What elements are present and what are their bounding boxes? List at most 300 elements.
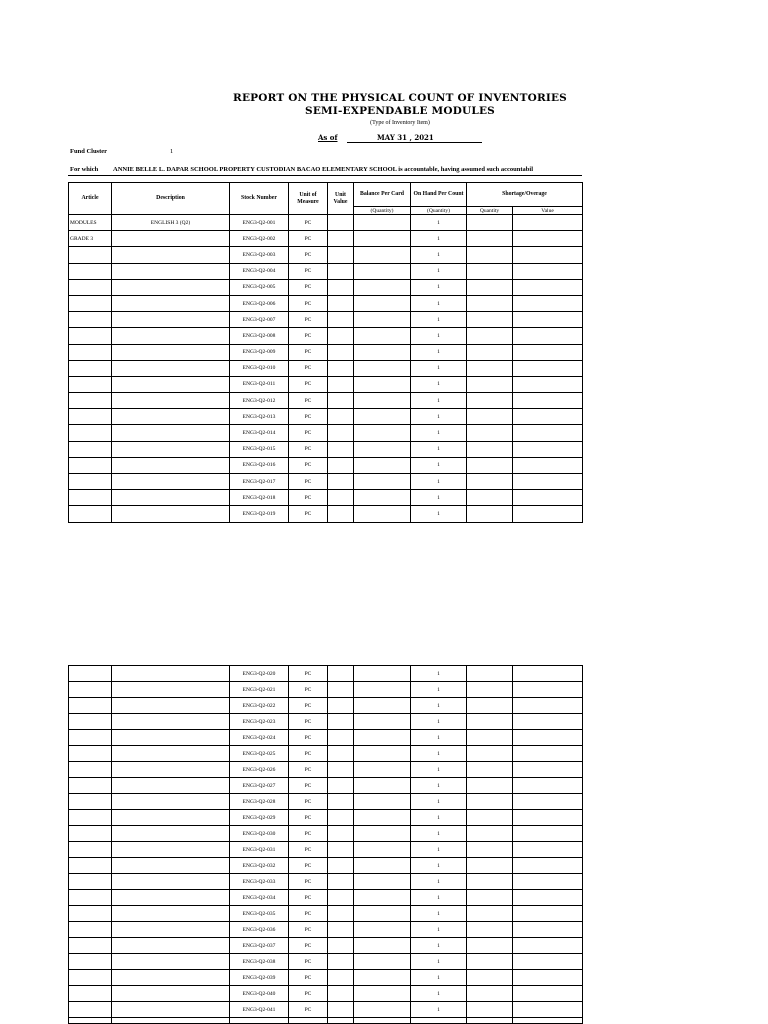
cell-balance-per-card (354, 666, 411, 682)
cell-shortage-value (513, 874, 583, 890)
cell-stock-number: ENG3-Q2-015 (230, 441, 289, 457)
cell-on-hand-per-count: 1 (411, 312, 467, 328)
col-unit-of-measure: Unit of Measure (289, 183, 328, 215)
cell-description (112, 714, 230, 730)
cell-unit-of-measure: PC (289, 490, 328, 506)
cell-shortage-value (513, 986, 583, 1002)
cell-balance-per-card (354, 778, 411, 794)
cell-unit-value (328, 1002, 354, 1018)
cell-shortage-quantity (467, 312, 513, 328)
balance-quantity-note: (Quantity) (354, 207, 411, 215)
cell-balance-per-card (354, 393, 411, 409)
cell-unit-value (328, 730, 354, 746)
cell-article (69, 970, 112, 986)
cell-article (69, 393, 112, 409)
cell-shortage-quantity (467, 247, 513, 263)
cell-article (69, 746, 112, 762)
cell-description (112, 842, 230, 858)
cell-unit-value (328, 215, 354, 231)
cell-on-hand-per-count: 1 (411, 682, 467, 698)
cell-shortage-value (513, 474, 583, 490)
cell-description (112, 778, 230, 794)
cell-unit-of-measure: PC (289, 794, 328, 810)
inventory-table-page2 (68, 665, 583, 1024)
cell-unit-value (328, 360, 354, 376)
table-row (69, 506, 583, 522)
cell-shortage-value (513, 247, 583, 263)
table-row (69, 328, 583, 344)
cell-balance-per-card (354, 874, 411, 890)
cell-shortage-value (513, 954, 583, 970)
cell-stock-number: ENG3-Q2-007 (230, 312, 289, 328)
table-row (69, 762, 583, 778)
col-value: Value (513, 207, 583, 215)
cell-empty (467, 1018, 513, 1024)
cell-balance-per-card (354, 295, 411, 311)
cell-on-hand-per-count: 1 (411, 874, 467, 890)
cell-article (69, 344, 112, 360)
cell-balance-per-card (354, 215, 411, 231)
cell-description (112, 826, 230, 842)
cell-stock-number: ENG3-Q2-034 (230, 890, 289, 906)
cell-description (112, 295, 230, 311)
cell-article (69, 666, 112, 682)
as-of-date (347, 133, 482, 143)
cell-stock-number: ENG3-Q2-014 (230, 425, 289, 441)
table-row (69, 714, 583, 730)
cell-article (69, 714, 112, 730)
cell-unit-of-measure: PC (289, 360, 328, 376)
cell-description (112, 376, 230, 392)
cell-unit-of-measure: PC (289, 874, 328, 890)
cell-description (112, 312, 230, 328)
table-row (69, 730, 583, 746)
cell-unit-value (328, 842, 354, 858)
cell-unit-of-measure: PC (289, 826, 328, 842)
cell-on-hand-per-count: 1 (411, 906, 467, 922)
cell-balance-per-card (354, 906, 411, 922)
cell-shortage-value (513, 457, 583, 473)
cell-balance-per-card (354, 858, 411, 874)
cell-stock-number: ENG3-Q2-018 (230, 490, 289, 506)
cell-balance-per-card (354, 263, 411, 279)
cell-description (112, 682, 230, 698)
cell-description (112, 890, 230, 906)
cell-stock-number: ENG3-Q2-019 (230, 506, 289, 522)
cell-unit-value (328, 490, 354, 506)
cell-shortage-quantity (467, 698, 513, 714)
cell-shortage-value (513, 842, 583, 858)
cell-article (69, 794, 112, 810)
cell-balance-per-card (354, 922, 411, 938)
cell-article (69, 1002, 112, 1018)
cell-description (112, 490, 230, 506)
cell-stock-number: ENG3-Q2-039 (230, 970, 289, 986)
cell-unit-of-measure: PC (289, 1002, 328, 1018)
cell-shortage-quantity (467, 762, 513, 778)
table-row (69, 842, 583, 858)
cell-empty (328, 1018, 354, 1024)
col-unit-value: Unit Value (328, 183, 354, 215)
cell-shortage-quantity (467, 874, 513, 890)
cell-unit-value (328, 425, 354, 441)
cell-unit-value (328, 328, 354, 344)
cell-balance-per-card (354, 231, 411, 247)
cell-on-hand-per-count: 1 (411, 698, 467, 714)
for-which-underline (68, 175, 582, 176)
cell-unit-value (328, 986, 354, 1002)
cell-description (112, 746, 230, 762)
cell-unit-value (328, 506, 354, 522)
cell-shortage-value (513, 441, 583, 457)
cell-shortage-value (513, 215, 583, 231)
cell-on-hand-per-count: 1 (411, 810, 467, 826)
cell-empty (411, 1018, 467, 1024)
cell-shortage-quantity (467, 682, 513, 698)
cell-shortage-value (513, 295, 583, 311)
cell-shortage-value (513, 376, 583, 392)
cell-on-hand-per-count: 1 (411, 506, 467, 522)
cell-article (69, 986, 112, 1002)
cell-unit-value (328, 698, 354, 714)
cell-unit-of-measure: PC (289, 682, 328, 698)
table-row (69, 409, 583, 425)
cell-balance-per-card (354, 360, 411, 376)
cell-shortage-quantity (467, 746, 513, 762)
table-row (69, 263, 583, 279)
cell-shortage-value (513, 409, 583, 425)
table-row (69, 874, 583, 890)
cell-shortage-value (513, 746, 583, 762)
cell-article (69, 842, 112, 858)
cell-description (112, 393, 230, 409)
cell-unit-of-measure: PC (289, 890, 328, 906)
cell-on-hand-per-count: 1 (411, 328, 467, 344)
cell-stock-number: ENG3-Q2-011 (230, 376, 289, 392)
cell-unit-value (328, 970, 354, 986)
cell-unit-of-measure: PC (289, 762, 328, 778)
table-row (69, 890, 583, 906)
cell-description (112, 666, 230, 682)
cell-balance-per-card (354, 490, 411, 506)
cell-unit-of-measure: PC (289, 393, 328, 409)
cell-stock-number: ENG3-Q2-027 (230, 778, 289, 794)
cell-on-hand-per-count: 1 (411, 215, 467, 231)
cell-article (69, 954, 112, 970)
cell-balance-per-card (354, 954, 411, 970)
table-row (69, 360, 583, 376)
table-row (69, 906, 583, 922)
table-row (69, 215, 583, 231)
cell-stock-number: ENG3-Q2-002 (230, 231, 289, 247)
cell-article (69, 247, 112, 263)
cell-stock-number: ENG3-Q2-025 (230, 746, 289, 762)
cell-unit-value (328, 279, 354, 295)
cell-article (69, 906, 112, 922)
cell-unit-value (328, 906, 354, 922)
cell-article (69, 922, 112, 938)
cell-stock-number: ENG3-Q2-005 (230, 279, 289, 295)
cell-balance-per-card (354, 425, 411, 441)
cell-shortage-value (513, 794, 583, 810)
table-row (69, 393, 583, 409)
cell-on-hand-per-count: 1 (411, 890, 467, 906)
cell-shortage-value (513, 938, 583, 954)
cell-balance-per-card (354, 1002, 411, 1018)
cell-on-hand-per-count: 1 (411, 1002, 467, 1018)
table-row (69, 810, 583, 826)
cell-unit-value (328, 746, 354, 762)
cell-description (112, 425, 230, 441)
as-of-date-value: MAY 31 , 2021 (377, 133, 434, 142)
cell-article (69, 826, 112, 842)
cell-on-hand-per-count: 1 (411, 474, 467, 490)
cell-description (112, 231, 230, 247)
cell-balance-per-card (354, 312, 411, 328)
as-of-label: As of (318, 133, 338, 142)
cell-description (112, 1002, 230, 1018)
table-row (69, 682, 583, 698)
cell-article (69, 441, 112, 457)
cell-on-hand-per-count: 1 (411, 279, 467, 295)
cell-description (112, 344, 230, 360)
cell-shortage-quantity (467, 890, 513, 906)
cell-unit-value (328, 890, 354, 906)
cell-stock-number: ENG3-Q2-041 (230, 1002, 289, 1018)
cell-description (112, 730, 230, 746)
cell-shortage-value (513, 344, 583, 360)
cell-description (112, 474, 230, 490)
cell-balance-per-card (354, 698, 411, 714)
cell-on-hand-per-count: 1 (411, 393, 467, 409)
table-row (69, 970, 583, 986)
cell-unit-value (328, 874, 354, 890)
cell-shortage-quantity (467, 922, 513, 938)
cell-on-hand-per-count: 1 (411, 922, 467, 938)
cell-description (112, 970, 230, 986)
cell-shortage-quantity (467, 794, 513, 810)
cell-shortage-value (513, 328, 583, 344)
cell-unit-value (328, 247, 354, 263)
cell-article (69, 360, 112, 376)
cell-shortage-quantity (467, 376, 513, 392)
cell-description (112, 922, 230, 938)
cell-shortage-value (513, 360, 583, 376)
cell-shortage-value (513, 762, 583, 778)
cell-balance-per-card (354, 376, 411, 392)
cell-article (69, 295, 112, 311)
cell-shortage-value (513, 698, 583, 714)
cell-on-hand-per-count: 1 (411, 247, 467, 263)
cell-article (69, 682, 112, 698)
cell-shortage-quantity (467, 393, 513, 409)
cell-stock-number: ENG3-Q2-028 (230, 794, 289, 810)
table-row (69, 698, 583, 714)
cell-unit-of-measure: PC (289, 295, 328, 311)
cell-description (112, 954, 230, 970)
cell-shortage-quantity (467, 425, 513, 441)
cell-empty (112, 1018, 230, 1024)
cell-shortage-quantity (467, 344, 513, 360)
cell-shortage-value (513, 906, 583, 922)
cell-on-hand-per-count: 1 (411, 714, 467, 730)
cell-shortage-quantity (467, 842, 513, 858)
cell-stock-number: ENG3-Q2-040 (230, 986, 289, 1002)
cell-unit-of-measure: PC (289, 247, 328, 263)
cell-description (112, 506, 230, 522)
cell-shortage-value (513, 778, 583, 794)
cell-article (69, 425, 112, 441)
cell-unit-of-measure: PC (289, 906, 328, 922)
cell-stock-number: ENG3-Q2-016 (230, 457, 289, 473)
cell-stock-number: ENG3-Q2-012 (230, 393, 289, 409)
cell-shortage-quantity (467, 1002, 513, 1018)
col-stock-number: Stock Number (230, 183, 289, 215)
cell-unit-of-measure: PC (289, 312, 328, 328)
cell-on-hand-per-count: 1 (411, 762, 467, 778)
cell-unit-value (328, 922, 354, 938)
cell-shortage-value (513, 922, 583, 938)
cell-balance-per-card (354, 826, 411, 842)
cell-stock-number: ENG3-Q2-024 (230, 730, 289, 746)
cell-unit-of-measure: PC (289, 409, 328, 425)
cell-unit-of-measure: PC (289, 698, 328, 714)
cell-empty (354, 1018, 411, 1024)
cell-article (69, 698, 112, 714)
cell-description (112, 409, 230, 425)
cell-unit-of-measure: PC (289, 279, 328, 295)
cell-unit-of-measure: PC (289, 842, 328, 858)
cell-shortage-quantity (467, 409, 513, 425)
cell-unit-value (328, 231, 354, 247)
cell-stock-number: ENG3-Q2-004 (230, 263, 289, 279)
cell-on-hand-per-count: 1 (411, 344, 467, 360)
table-row (69, 231, 583, 247)
table-row (69, 344, 583, 360)
report-title: REPORT ON THE PHYSICAL COUNT OF INVENTORIES (233, 92, 567, 104)
cell-article: MODULES (69, 215, 112, 231)
cell-on-hand-per-count: 1 (411, 986, 467, 1002)
table-row (69, 474, 583, 490)
cell-unit-of-measure: PC (289, 457, 328, 473)
cell-stock-number: ENG3-Q2-013 (230, 409, 289, 425)
cell-empty (69, 1018, 112, 1024)
table-row (69, 247, 583, 263)
cell-on-hand-per-count: 1 (411, 295, 467, 311)
cell-unit-of-measure: PC (289, 970, 328, 986)
cell-stock-number: ENG3-Q2-029 (230, 810, 289, 826)
cell-shortage-quantity (467, 858, 513, 874)
cell-shortage-quantity (467, 906, 513, 922)
col-quantity: Quantity (467, 207, 513, 215)
cell-shortage-quantity (467, 441, 513, 457)
cell-balance-per-card (354, 506, 411, 522)
cell-stock-number: ENG3-Q2-023 (230, 714, 289, 730)
cell-shortage-quantity (467, 474, 513, 490)
cell-unit-value (328, 682, 354, 698)
cell-article (69, 328, 112, 344)
cell-unit-value (328, 762, 354, 778)
cell-unit-of-measure: PC (289, 231, 328, 247)
for-which-label: For which (70, 166, 99, 173)
cell-unit-value (328, 794, 354, 810)
cell-unit-value (328, 263, 354, 279)
cell-stock-number: ENG3-Q2-022 (230, 698, 289, 714)
cell-article (69, 506, 112, 522)
cell-shortage-quantity (467, 730, 513, 746)
cell-unit-of-measure: PC (289, 344, 328, 360)
cell-unit-of-measure: PC (289, 746, 328, 762)
table-row (69, 858, 583, 874)
cell-on-hand-per-count: 1 (411, 263, 467, 279)
cell-shortage-quantity (467, 506, 513, 522)
cell-article: GRADE 3 (69, 231, 112, 247)
cell-unit-of-measure: PC (289, 441, 328, 457)
cell-description (112, 938, 230, 954)
cell-on-hand-per-count: 1 (411, 360, 467, 376)
cell-unit-of-measure: PC (289, 858, 328, 874)
cell-description (112, 762, 230, 778)
cell-stock-number: ENG3-Q2-021 (230, 682, 289, 698)
cell-shortage-value (513, 890, 583, 906)
cell-shortage-quantity (467, 714, 513, 730)
table-row (69, 778, 583, 794)
table-row (69, 457, 583, 473)
cell-balance-per-card (354, 409, 411, 425)
cell-unit-of-measure: PC (289, 215, 328, 231)
cell-on-hand-per-count: 1 (411, 457, 467, 473)
cell-stock-number: ENG3-Q2-035 (230, 906, 289, 922)
cell-stock-number: ENG3-Q2-031 (230, 842, 289, 858)
cell-stock-number: ENG3-Q2-010 (230, 360, 289, 376)
cell-unit-value (328, 344, 354, 360)
cell-unit-value (328, 714, 354, 730)
cell-stock-number: ENG3-Q2-001 (230, 215, 289, 231)
cell-balance-per-card (354, 441, 411, 457)
cell-shortage-quantity (467, 360, 513, 376)
cell-unit-value (328, 409, 354, 425)
cell-unit-of-measure: PC (289, 986, 328, 1002)
cell-unit-value (328, 312, 354, 328)
cell-balance-per-card (354, 344, 411, 360)
cell-balance-per-card (354, 474, 411, 490)
cell-shortage-quantity (467, 986, 513, 1002)
cell-balance-per-card (354, 842, 411, 858)
col-shortage-overage: Shortage/Overage (467, 183, 583, 207)
cell-article (69, 858, 112, 874)
cell-on-hand-per-count: 1 (411, 409, 467, 425)
table-row (69, 666, 583, 682)
cell-on-hand-per-count: 1 (411, 970, 467, 986)
cell-unit-value (328, 393, 354, 409)
on-hand-quantity-note: (Quantity) (411, 207, 467, 215)
for-which-text: ANNIE BELLE L. DAPAR SCHOOL PROPERTY CUSTODIAN BACAO ELEMENTARY SCHOOL is accountable, having assumed such accountabil (113, 166, 534, 173)
cell-balance-per-card (354, 457, 411, 473)
cell-stock-number: ENG3-Q2-036 (230, 922, 289, 938)
cell-empty (230, 1018, 289, 1024)
cell-shortage-value (513, 666, 583, 682)
cell-stock-number: ENG3-Q2-033 (230, 874, 289, 890)
cell-shortage-value (513, 425, 583, 441)
cell-stock-number: ENG3-Q2-030 (230, 826, 289, 842)
cell-unit-value (328, 938, 354, 954)
cell-shortage-value (513, 858, 583, 874)
cell-unit-of-measure: PC (289, 474, 328, 490)
cell-shortage-quantity (467, 231, 513, 247)
cell-shortage-value (513, 312, 583, 328)
cell-shortage-value (513, 810, 583, 826)
cell-description (112, 360, 230, 376)
